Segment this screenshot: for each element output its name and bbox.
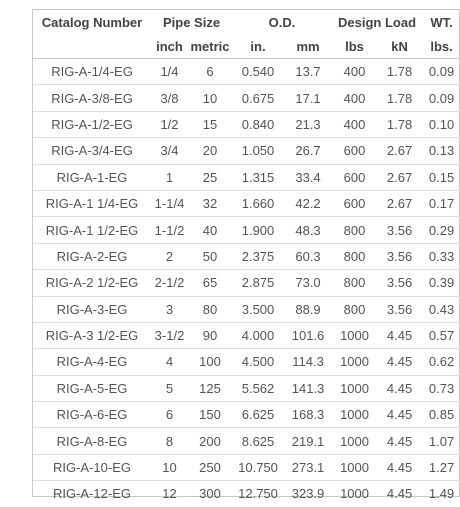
subheader-lbs: lbs — [332, 35, 377, 59]
cell-pipe-metric: 250 — [188, 454, 232, 480]
cell-catalog-number: RIG-A-3 1/2-EG — [33, 322, 151, 348]
cell-load-kn: 4.45 — [377, 402, 422, 428]
cell-pipe-inch: 5 — [151, 375, 188, 401]
cell-od-mm: 273.1 — [284, 454, 332, 480]
cell-od-mm: 17.1 — [284, 85, 332, 111]
cell-weight-lbs: 0.29 — [422, 217, 460, 243]
cell-pipe-inch: 10 — [151, 454, 188, 480]
cell-load-lbs: 400 — [332, 85, 377, 111]
cell-pipe-metric: 32 — [188, 190, 232, 216]
cell-catalog-number: RIG-A-4-EG — [33, 349, 151, 375]
table-row — [33, 296, 460, 322]
cell-pipe-metric: 50 — [188, 243, 232, 269]
cell-od-mm: 101.6 — [284, 322, 332, 348]
subheader-metric: metric — [188, 35, 232, 59]
header-design-load: Design Load — [338, 15, 417, 30]
cell-pipe-metric: 40 — [188, 217, 232, 243]
table-row — [33, 138, 460, 164]
cell-pipe-inch: 8 — [151, 428, 188, 454]
cell-load-kn: 4.45 — [377, 322, 422, 348]
cell-od-in: 1.050 — [232, 138, 284, 164]
table-row — [33, 190, 460, 216]
subheader-in: in. — [232, 35, 284, 59]
table-row — [33, 111, 460, 137]
cell-load-kn: 4.45 — [377, 349, 422, 375]
cell-pipe-metric: 200 — [188, 428, 232, 454]
cell-od-mm: 60.3 — [284, 243, 332, 269]
cell-pipe-inch: 1/4 — [151, 59, 188, 85]
cell-pipe-metric: 300 — [199, 486, 221, 502]
cell-load-lbs: 1000 — [332, 375, 377, 401]
cell-catalog-number: RIG-A-2 1/2-EG — [33, 270, 151, 296]
cell-pipe-metric: 25 — [188, 164, 232, 190]
table-row — [33, 322, 460, 348]
cell-load-lbs: 1000 — [332, 402, 377, 428]
cell-load-kn: 4.45 — [377, 428, 422, 454]
cell-od-mm: 42.2 — [284, 190, 332, 216]
cell-pipe-metric: 125 — [188, 375, 232, 401]
cell-pipe-inch: 1-1/4 — [151, 190, 188, 216]
table-row — [33, 428, 460, 454]
cell-load-kn: 1.78 — [377, 111, 422, 137]
cell-pipe-metric: 150 — [188, 402, 232, 428]
cell-pipe-inch: 3-1/2 — [151, 322, 188, 348]
cell-catalog-number: RIG-A-1 1/4-EG — [33, 190, 151, 216]
cell-load-lbs: 400 — [332, 111, 377, 137]
cell-load-kn: 2.67 — [377, 164, 422, 190]
subheader-weight-lbs: lbs. — [422, 35, 460, 59]
cell-od-in: 1.900 — [232, 217, 284, 243]
cell-load-kn: 1.78 — [377, 59, 422, 85]
cell-weight-lbs: 0.15 — [422, 164, 460, 190]
cell-load-kn: 4.45 — [386, 486, 413, 502]
cell-weight-lbs: 0.17 — [422, 190, 460, 216]
cell-od-mm: 88.9 — [284, 296, 332, 322]
cell-weight-lbs: 0.09 — [422, 85, 460, 111]
cell-catalog-number: RIG-A-10-EG — [33, 454, 151, 480]
cell-od-in: 1.315 — [232, 164, 284, 190]
header-row-units — [33, 35, 460, 59]
cell-load-lbs: 400 — [332, 59, 377, 85]
cell-pipe-inch: 2 — [151, 243, 188, 269]
cell-catalog-number: RIG-A-3-EG — [33, 296, 151, 322]
cell-od-in: 6.625 — [232, 402, 284, 428]
cell-od-in: 4.500 — [232, 349, 284, 375]
cell-weight-lbs: 0.85 — [422, 402, 460, 428]
cell-load-lbs: 800 — [332, 296, 377, 322]
cell-load-lbs: 800 — [332, 270, 377, 296]
cell-catalog-number: RIG-A-3/8-EG — [33, 85, 151, 111]
spec-table-container — [32, 9, 460, 502]
cell-catalog-number: RIG-A-3/4-EG — [33, 138, 151, 164]
cell-od-mm: 21.3 — [284, 111, 332, 137]
cell-od-mm: 219.1 — [284, 428, 332, 454]
cell-weight-lbs: 0.33 — [422, 243, 460, 269]
cell-catalog-number: RIG-A-6-EG — [33, 402, 151, 428]
cell-load-kn: 3.56 — [377, 243, 422, 269]
table-body — [33, 59, 460, 507]
cell-weight-lbs: 0.43 — [422, 296, 460, 322]
cell-load-lbs: 1000 — [332, 428, 377, 454]
cell-od-mm: 114.3 — [284, 349, 332, 375]
cell-load-lbs: 600 — [332, 138, 377, 164]
cell-pipe-inch: 4 — [151, 349, 188, 375]
cell-od-mm: 13.7 — [284, 59, 332, 85]
cell-catalog-number: RIG-A-1/2-EG — [33, 111, 151, 137]
cell-pipe-metric: 90 — [188, 322, 232, 348]
cell-od-mm: 73.0 — [284, 270, 332, 296]
cell-weight-lbs: 1.27 — [422, 454, 460, 480]
cell-pipe-metric: 15 — [188, 111, 232, 137]
cell-weight-lbs: 0.39 — [422, 270, 460, 296]
cell-od-mm: 323.9 — [291, 486, 325, 502]
cell-catalog-number: RIG-A-1/4-EG — [33, 59, 151, 85]
cell-weight-lbs: 0.13 — [422, 138, 460, 164]
cell-pipe-metric: 65 — [188, 270, 232, 296]
cell-load-kn: 4.45 — [377, 454, 422, 480]
cell-pipe-inch: 3 — [151, 296, 188, 322]
cell-od-in: 5.562 — [232, 375, 284, 401]
cell-catalog-number: RIG-A-2-EG — [33, 243, 151, 269]
table-row — [33, 270, 460, 296]
cell-load-kn: 2.67 — [377, 138, 422, 164]
cell-pipe-inch: 1 — [151, 164, 188, 190]
cell-load-kn: 2.67 — [377, 190, 422, 216]
header-pipe-size: Pipe Size — [162, 15, 221, 30]
cell-catalog-number: RIG-A-1 1/2-EG — [33, 217, 151, 243]
cell-load-lbs: 1000 — [340, 486, 369, 502]
cell-weight-lbs: 0.62 — [422, 349, 460, 375]
cell-weight-lbs: 0.57 — [422, 322, 460, 348]
cell-load-kn: 4.45 — [377, 375, 422, 401]
table-row — [33, 375, 460, 401]
cell-od-mm: 48.3 — [284, 217, 332, 243]
cell-load-kn: 1.78 — [377, 85, 422, 111]
cell-od-in: 8.625 — [232, 428, 284, 454]
cell-load-lbs: 600 — [332, 164, 377, 190]
cell-catalog-number: RIG-A-12-EG — [52, 486, 131, 502]
cell-od-in: 0.675 — [232, 85, 284, 111]
cell-pipe-metric: 6 — [188, 59, 232, 85]
header-blank — [33, 35, 151, 59]
subheader-kn: kN — [377, 35, 422, 59]
subheader-inch: inch — [151, 35, 188, 59]
cell-pipe-inch: 6 — [151, 402, 188, 428]
cell-od-in: 12.750 — [238, 486, 278, 502]
cell-pipe-metric: 80 — [188, 296, 232, 322]
cell-pipe-metric: 10 — [188, 85, 232, 111]
cell-od-mm: 168.3 — [284, 402, 332, 428]
cell-catalog-number: RIG-A-1-EG — [33, 164, 151, 190]
cell-od-mm: 33.4 — [284, 164, 332, 190]
cell-od-in: 4.000 — [232, 322, 284, 348]
table-row — [33, 59, 460, 85]
cell-load-lbs: 1000 — [332, 454, 377, 480]
cell-weight-lbs: 0.73 — [422, 375, 460, 401]
header-catalog-number: Catalog Number — [41, 15, 143, 30]
table-row — [33, 164, 460, 190]
cell-pipe-metric: 100 — [188, 349, 232, 375]
cell-od-in: 2.875 — [232, 270, 284, 296]
cell-od-in: 1.660 — [232, 190, 284, 216]
cell-od-in: 0.540 — [232, 59, 284, 85]
cell-pipe-inch: 3/8 — [151, 85, 188, 111]
header-weight: WT. — [430, 15, 453, 30]
table-row — [33, 402, 460, 428]
cell-catalog-number: RIG-A-8-EG — [33, 428, 151, 454]
table-row — [33, 217, 460, 243]
cell-load-lbs: 1000 — [332, 349, 377, 375]
cell-pipe-inch: 1/2 — [151, 111, 188, 137]
cell-load-lbs: 600 — [332, 190, 377, 216]
cell-load-lbs: 1000 — [332, 322, 377, 348]
cell-catalog-number: RIG-A-5-EG — [33, 375, 151, 401]
table-row — [33, 481, 460, 507]
cell-od-in: 10.750 — [232, 454, 284, 480]
table-row — [33, 349, 460, 375]
cell-weight-lbs: 1.07 — [422, 428, 460, 454]
cell-load-lbs: 800 — [332, 243, 377, 269]
cell-load-lbs: 800 — [332, 217, 377, 243]
cell-load-kn: 3.56 — [377, 217, 422, 243]
cell-pipe-inch: 2-1/2 — [151, 270, 188, 296]
cell-od-in: 0.840 — [232, 111, 284, 137]
table-row — [33, 454, 460, 480]
cell-load-kn: 3.56 — [377, 296, 422, 322]
table-row — [33, 243, 460, 269]
cell-weight-lbs: 0.09 — [422, 59, 460, 85]
header-od: O.D. — [268, 15, 296, 30]
cell-pipe-metric: 20 — [188, 138, 232, 164]
cell-weight-lbs: 0.10 — [422, 111, 460, 137]
cell-od-mm: 26.7 — [284, 138, 332, 164]
cell-od-mm: 141.3 — [284, 375, 332, 401]
cell-pipe-inch: 1-1/2 — [151, 217, 188, 243]
table-row — [33, 85, 460, 111]
cell-load-kn: 3.56 — [377, 270, 422, 296]
cell-pipe-inch: 3/4 — [151, 138, 188, 164]
cell-weight-lbs: 1.49 — [428, 486, 455, 502]
subheader-mm: mm — [284, 35, 332, 59]
cell-od-in: 3.500 — [232, 296, 284, 322]
cell-od-in: 2.375 — [232, 243, 284, 269]
spec-table — [33, 10, 460, 507]
cell-pipe-inch: 12 — [162, 486, 177, 502]
header-row-groups — [33, 10, 460, 35]
